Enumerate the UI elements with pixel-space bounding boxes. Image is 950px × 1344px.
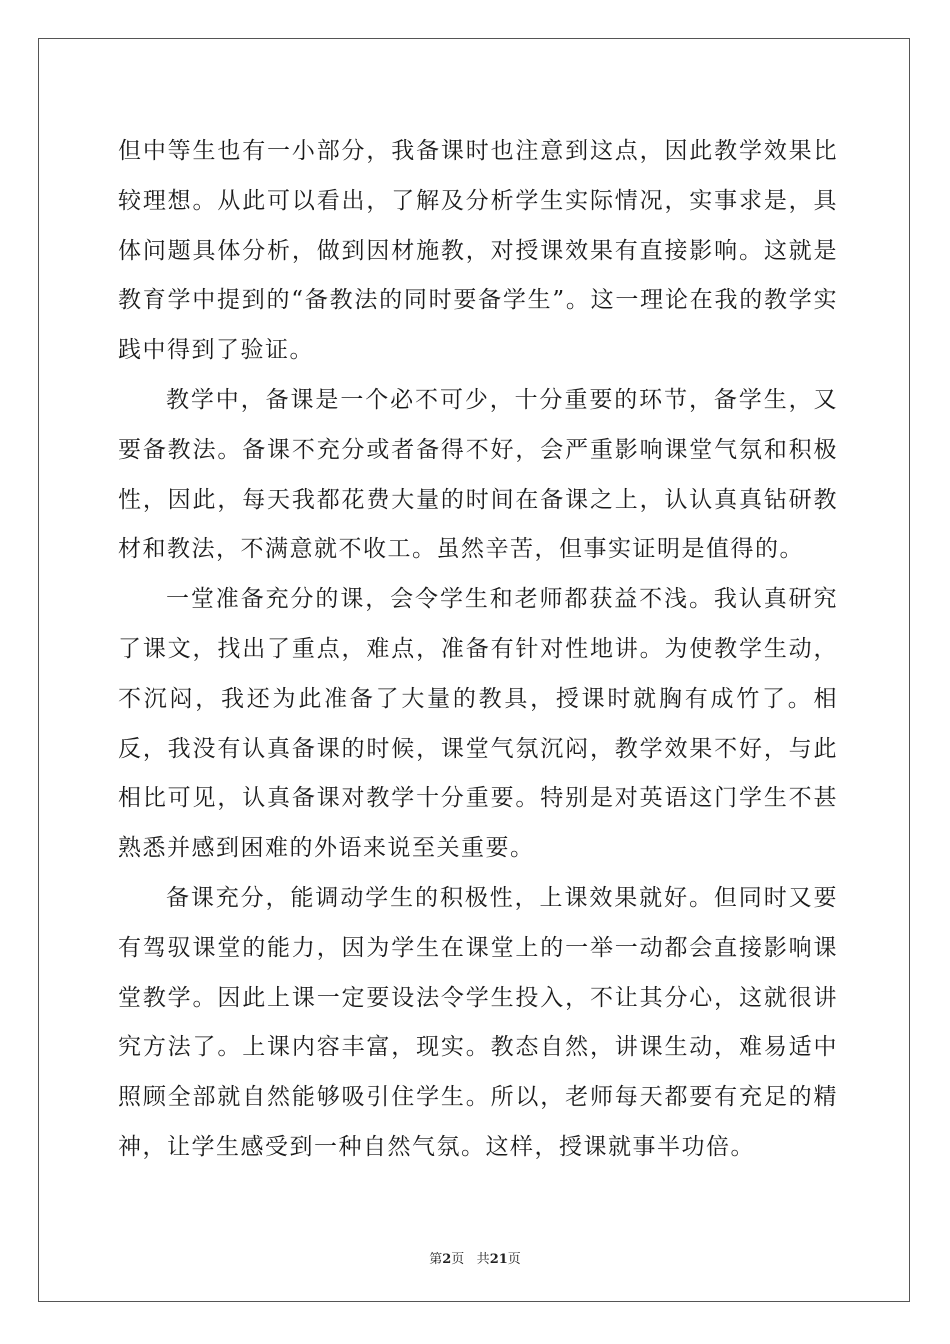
paragraph-2: 教学中，备课是一个必不可少，十分重要的环节，备学生，又要备教法。备课不充分或者备得不好，会严重影响课堂气氛和积极性，因此，每天我都花费大量的时间在备课之上，认认真真钻研教材和教法，不满意就不收工。虽然辛苦，但事实证明是值得的。	[118, 386, 838, 563]
total-pages: 21	[489, 1252, 508, 1267]
total-prefix: 共	[476, 1252, 490, 1267]
page-prefix: 第	[429, 1252, 443, 1267]
paragraph-3: 一堂准备充分的课，会令学生和老师都获益不浅。我认真研究了课文，找出了重点，难点，准备有针对性地讲。为使教学生动，不沉闷，我还为此准备了大量的教具，授课时就胸有成竹了。相反，我没有认真备课的时候，课堂气氛沉闷，教学效果不好，与此相比可见，认真备课对教学十分重要。特别是对英语这门学生不甚熟悉并感到困难的外语来说至关重要。	[118, 586, 838, 862]
page-footer	[0, 1248, 950, 1267]
page-number: 2	[442, 1252, 452, 1267]
document-body	[118, 127, 838, 1173]
total-suffix: 页	[507, 1252, 521, 1267]
page-suffix: 页	[451, 1252, 465, 1267]
paragraph-4: 备课充分，能调动学生的积极性，上课效果就好。但同时又要有驾驭课堂的能力，因为学生在课堂上的一举一动都会直接影响课堂教学。因此上课一定要设法令学生投入，不让其分心，这就很讲究方法了。上课内容丰富，现实。教态自然，讲课生动，难易适中照顾全部就自然能够吸引住学生。所以，老师每天都要有充足的精神，让学生感受到一种自然气氛。这样，授课就事半功倍。	[118, 884, 838, 1160]
paragraph-1: 但中等生也有一小部分，我备课时也注意到这点，因此教学效果比较理想。从此可以看出，了解及分析学生实际情况，实事求是，具体问题具体分析，做到因材施教，对授课效果有直接影响。这就是教育学中提到的“备教法的同时要备学生”。这一理论在我的教学实践中得到了验证。	[118, 138, 838, 364]
